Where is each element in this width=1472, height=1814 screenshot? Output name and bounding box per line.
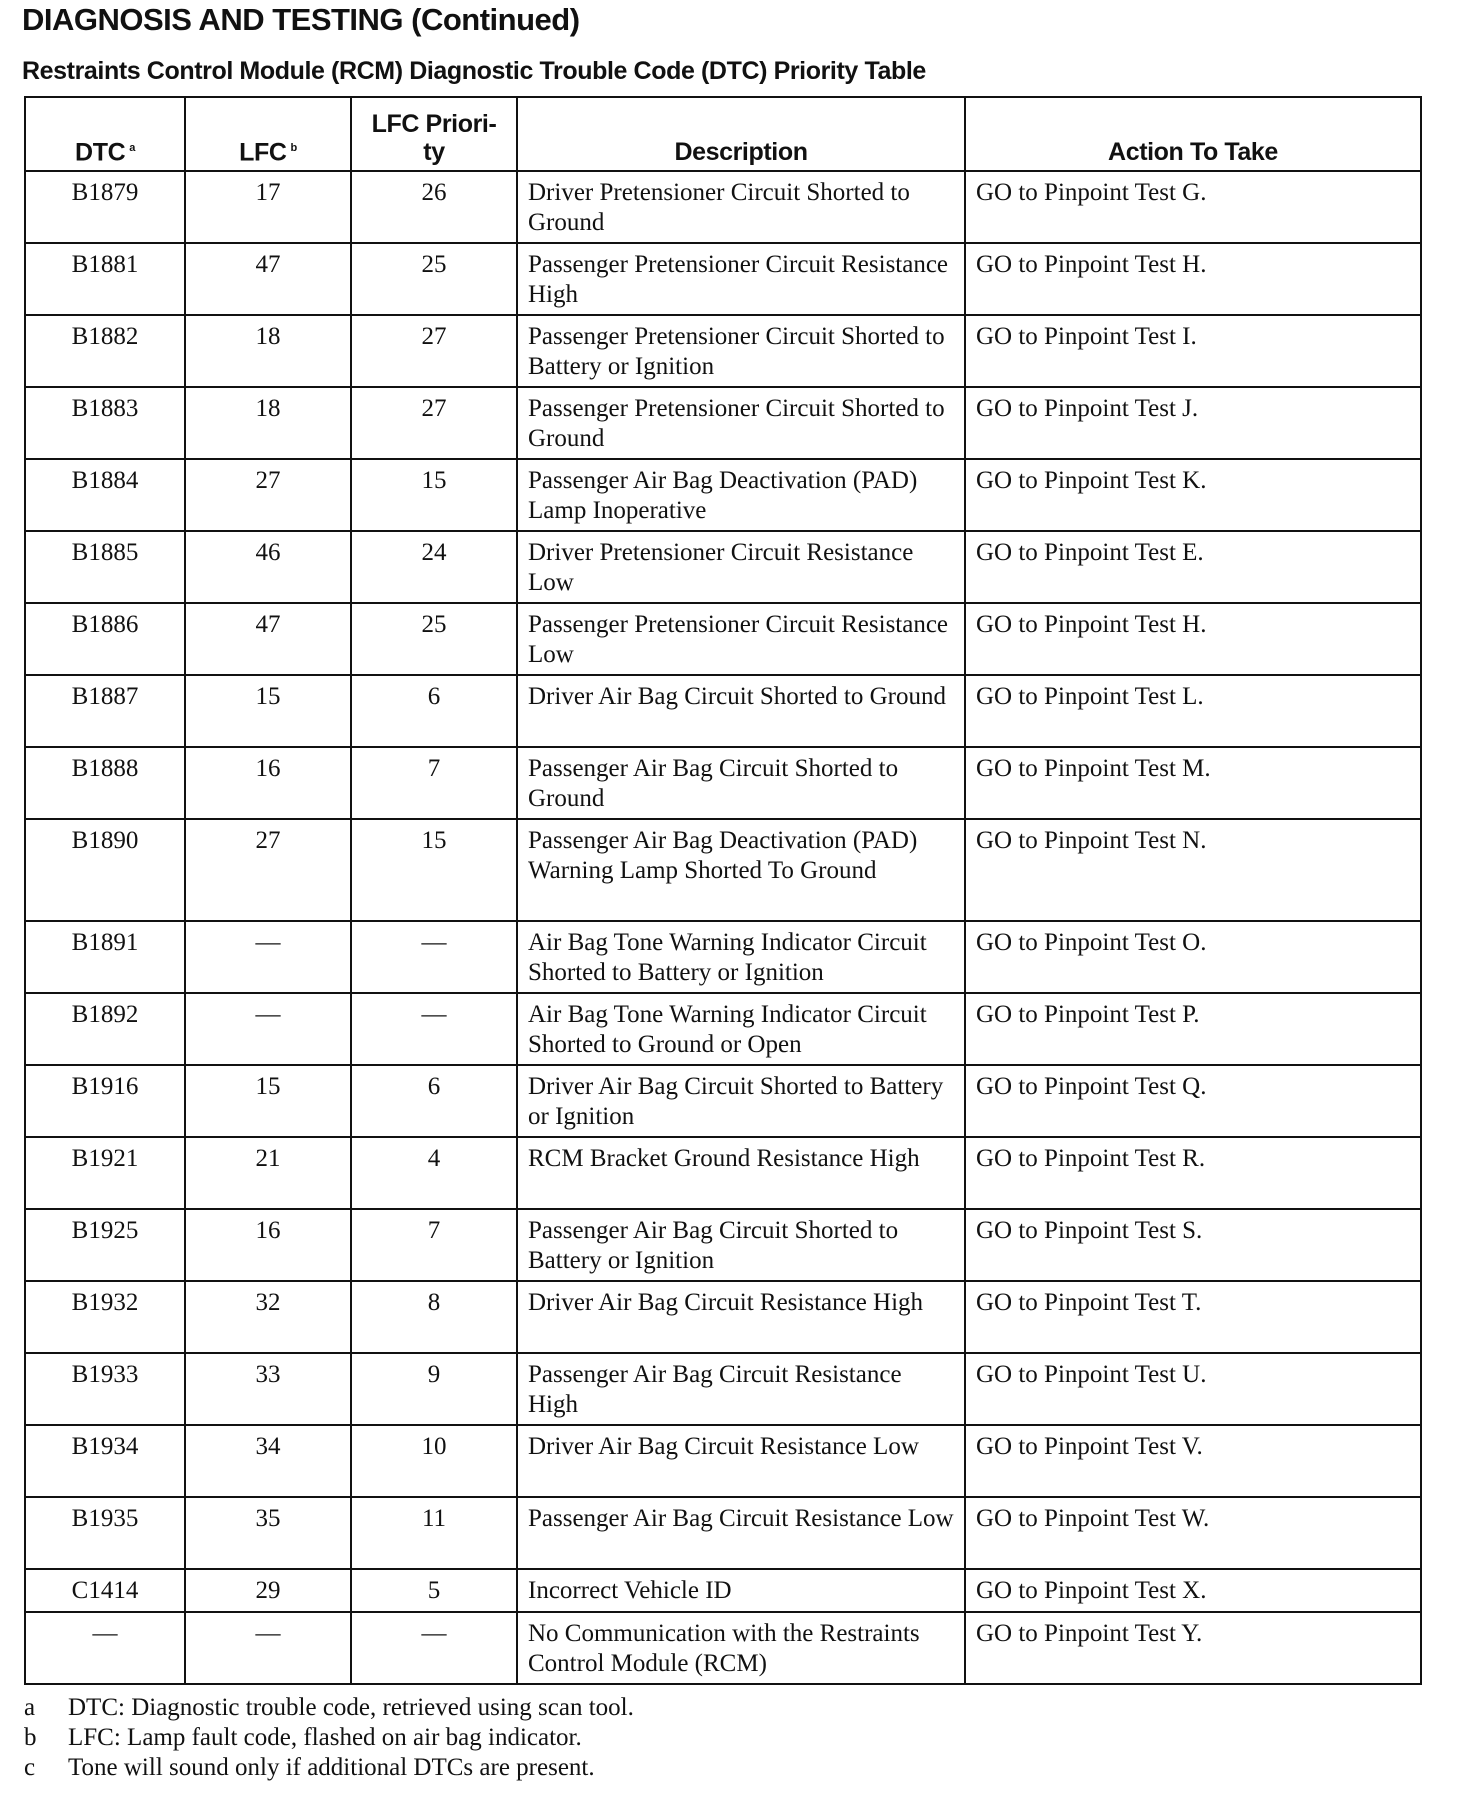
lfc-cell: 33 (185, 1353, 351, 1425)
table-row (25, 1209, 1421, 1281)
action-cell: GO to Pinpoint Test N. (965, 819, 1421, 921)
description-cell: Passenger Air Bag Circuit Resistance High (517, 1353, 965, 1425)
description-cell: Passenger Air Bag Circuit Shorted to Battery or Ignition (517, 1209, 965, 1281)
footnotes (22, 1693, 1442, 1783)
page-title: DIAGNOSIS AND TESTING (Continued) (22, 2, 580, 37)
table-row (25, 747, 1421, 819)
description-cell: Driver Air Bag Circuit Shorted to Ground (517, 675, 965, 747)
footnote-a (22, 1693, 1442, 1723)
table-row (25, 1612, 1421, 1684)
footnote-ref-b: b (290, 141, 297, 154)
description-cell: Driver Pretensioner Circuit Resistance Low (517, 531, 965, 603)
lfc-cell: — (185, 1612, 351, 1684)
footnote-mark: b (24, 1724, 37, 1751)
table-row (25, 1137, 1421, 1209)
lfc-cell: 27 (185, 819, 351, 921)
action-cell: GO to Pinpoint Test M. (965, 747, 1421, 819)
table-row (25, 315, 1421, 387)
dtc-cell: B1921 (25, 1137, 185, 1209)
action-cell: GO to Pinpoint Test Q. (965, 1065, 1421, 1137)
footnote-text: DTC: Diagnostic trouble code, retrieved using scan tool. (68, 1694, 634, 1721)
dtc-cell: B1933 (25, 1353, 185, 1425)
dtc-cell: B1881 (25, 243, 185, 315)
lfc-cell: 47 (185, 243, 351, 315)
lfc-priority-cell: 27 (351, 387, 517, 459)
lfc-priority-cell: — (351, 1612, 517, 1684)
lfc-priority-cell: 25 (351, 603, 517, 675)
description-cell: Incorrect Vehicle ID (517, 1569, 965, 1612)
header-description: Description (517, 97, 965, 171)
lfc-priority-cell: — (351, 993, 517, 1065)
lfc-priority-cell: 25 (351, 243, 517, 315)
lfc-cell: 16 (185, 747, 351, 819)
document-page (22, 0, 1442, 1783)
action-cell: GO to Pinpoint Test J. (965, 387, 1421, 459)
lfc-cell: 17 (185, 171, 351, 243)
table-row (25, 459, 1421, 531)
action-cell: GO to Pinpoint Test H. (965, 243, 1421, 315)
table-row (25, 1353, 1421, 1425)
lfc-cell: — (185, 921, 351, 993)
header-lfc-priority: LFC Priori- ty (351, 97, 517, 171)
action-cell: GO to Pinpoint Test Y. (965, 1612, 1421, 1684)
table-row (25, 1497, 1421, 1569)
action-cell: GO to Pinpoint Test S. (965, 1209, 1421, 1281)
description-cell: Driver Air Bag Circuit Shorted to Battery or Ignition (517, 1065, 965, 1137)
lfc-priority-cell: 5 (351, 1569, 517, 1612)
table-row (25, 1569, 1421, 1612)
table-body (25, 171, 1421, 1684)
lfc-priority-cell: 24 (351, 531, 517, 603)
description-cell: Driver Pretensioner Circuit Shorted to Ground (517, 171, 965, 243)
lfc-cell: 15 (185, 675, 351, 747)
lfc-cell: 18 (185, 315, 351, 387)
action-cell: GO to Pinpoint Test R. (965, 1137, 1421, 1209)
description-cell: Passenger Air Bag Deactivation (PAD) Warning Lamp Shorted To Ground (517, 819, 965, 921)
lfc-priority-cell: 15 (351, 459, 517, 531)
description-cell: Passenger Pretensioner Circuit Resistance Low (517, 603, 965, 675)
lfc-cell: 21 (185, 1137, 351, 1209)
dtc-cell: B1882 (25, 315, 185, 387)
description-cell: Driver Air Bag Circuit Resistance Low (517, 1425, 965, 1497)
dtc-cell: B1892 (25, 993, 185, 1065)
dtc-cell: B1925 (25, 1209, 185, 1281)
dtc-cell: B1883 (25, 387, 185, 459)
header-lfc: LFC $^b$ (185, 97, 351, 171)
footnote-mark: c (24, 1754, 36, 1781)
table-header-row (25, 97, 1421, 171)
action-cell: GO to Pinpoint Test T. (965, 1281, 1421, 1353)
description-cell: No Communication with the Restraints Control Module (RCM) (517, 1612, 965, 1684)
action-cell: GO to Pinpoint Test P. (965, 993, 1421, 1065)
action-cell: GO to Pinpoint Test O. (965, 921, 1421, 993)
lfc-priority-cell: 6 (351, 675, 517, 747)
table-row (25, 1065, 1421, 1137)
dtc-cell: B1879 (25, 171, 185, 243)
description-cell: Air Bag Tone Warning Indicator Circuit Shorted to Ground or Open (517, 993, 965, 1065)
table-row (25, 387, 1421, 459)
lfc-cell: 18 (185, 387, 351, 459)
action-cell: GO to Pinpoint Test I. (965, 315, 1421, 387)
dtc-cell: B1935 (25, 1497, 185, 1569)
footnote-ref-a: a (129, 141, 135, 154)
table-row (25, 243, 1421, 315)
action-cell: GO to Pinpoint Test E. (965, 531, 1421, 603)
action-cell: GO to Pinpoint Test L. (965, 675, 1421, 747)
dtc-cell: — (25, 1612, 185, 1684)
lfc-priority-cell: 27 (351, 315, 517, 387)
lfc-cell: 29 (185, 1569, 351, 1612)
table-row (25, 171, 1421, 243)
lfc-cell: 16 (185, 1209, 351, 1281)
header-dtc: DTC $^a$ (25, 97, 185, 171)
table-title: Restraints Control Module (RCM) Diagnostic Trouble Code (DTC) Priority Table (22, 57, 926, 85)
dtc-cell: B1884 (25, 459, 185, 531)
action-cell: GO to Pinpoint Test H. (965, 603, 1421, 675)
lfc-priority-cell: 7 (351, 747, 517, 819)
table-row (25, 819, 1421, 921)
dtc-priority-table (24, 96, 1422, 1685)
description-cell: Passenger Air Bag Deactivation (PAD) Lamp Inoperative (517, 459, 965, 531)
table-row (25, 1425, 1421, 1497)
dtc-cell: B1891 (25, 921, 185, 993)
description-cell: Passenger Pretensioner Circuit Resistance High (517, 243, 965, 315)
action-cell: GO to Pinpoint Test X. (965, 1569, 1421, 1612)
dtc-cell: B1890 (25, 819, 185, 921)
action-cell: GO to Pinpoint Test U. (965, 1353, 1421, 1425)
footnote-text: Tone will sound only if additional DTCs are present. (68, 1754, 595, 1781)
description-cell: Passenger Pretensioner Circuit Shorted to Battery or Ignition (517, 315, 965, 387)
dtc-cell: C1414 (25, 1569, 185, 1612)
header-action: Action To Take (965, 97, 1421, 171)
footnote-c (22, 1753, 1442, 1783)
lfc-priority-cell: 6 (351, 1065, 517, 1137)
lfc-priority-cell: — (351, 921, 517, 993)
table-row (25, 1281, 1421, 1353)
dtc-cell: B1886 (25, 603, 185, 675)
lfc-priority-cell: 7 (351, 1209, 517, 1281)
lfc-priority-cell: 8 (351, 1281, 517, 1353)
table-row (25, 531, 1421, 603)
lfc-cell: 32 (185, 1281, 351, 1353)
description-cell: Passenger Pretensioner Circuit Shorted to Ground (517, 387, 965, 459)
lfc-cell: 15 (185, 1065, 351, 1137)
lfc-cell: — (185, 993, 351, 1065)
lfc-priority-cell: 4 (351, 1137, 517, 1209)
description-cell: Passenger Air Bag Circuit Resistance Low (517, 1497, 965, 1569)
table-row (25, 921, 1421, 993)
table-row (25, 675, 1421, 747)
dtc-cell: B1887 (25, 675, 185, 747)
description-cell: Driver Air Bag Circuit Resistance High (517, 1281, 965, 1353)
dtc-cell: B1885 (25, 531, 185, 603)
description-cell: RCM Bracket Ground Resistance High (517, 1137, 965, 1209)
footnote-b (22, 1723, 1442, 1753)
action-cell: GO to Pinpoint Test W. (965, 1497, 1421, 1569)
lfc-priority-cell: 15 (351, 819, 517, 921)
lfc-cell: 27 (185, 459, 351, 531)
dtc-cell: B1888 (25, 747, 185, 819)
action-cell: GO to Pinpoint Test G. (965, 171, 1421, 243)
dtc-cell: B1916 (25, 1065, 185, 1137)
footnote-mark: a (24, 1694, 36, 1721)
lfc-priority-cell: 11 (351, 1497, 517, 1569)
lfc-cell: 35 (185, 1497, 351, 1569)
table-row (25, 993, 1421, 1065)
description-cell: Passenger Air Bag Circuit Shorted to Ground (517, 747, 965, 819)
lfc-priority-cell: 10 (351, 1425, 517, 1497)
dtc-cell: B1934 (25, 1425, 185, 1497)
lfc-cell: 34 (185, 1425, 351, 1497)
table-row (25, 603, 1421, 675)
footnote-text: LFC: Lamp fault code, flashed on air bag indicator. (68, 1724, 582, 1751)
lfc-priority-cell: 9 (351, 1353, 517, 1425)
action-cell: GO to Pinpoint Test V. (965, 1425, 1421, 1497)
action-cell: GO to Pinpoint Test K. (965, 459, 1421, 531)
dtc-cell: B1932 (25, 1281, 185, 1353)
lfc-cell: 47 (185, 603, 351, 675)
description-cell: Air Bag Tone Warning Indicator Circuit Shorted to Battery or Ignition (517, 921, 965, 993)
lfc-priority-cell: 26 (351, 171, 517, 243)
lfc-cell: 46 (185, 531, 351, 603)
